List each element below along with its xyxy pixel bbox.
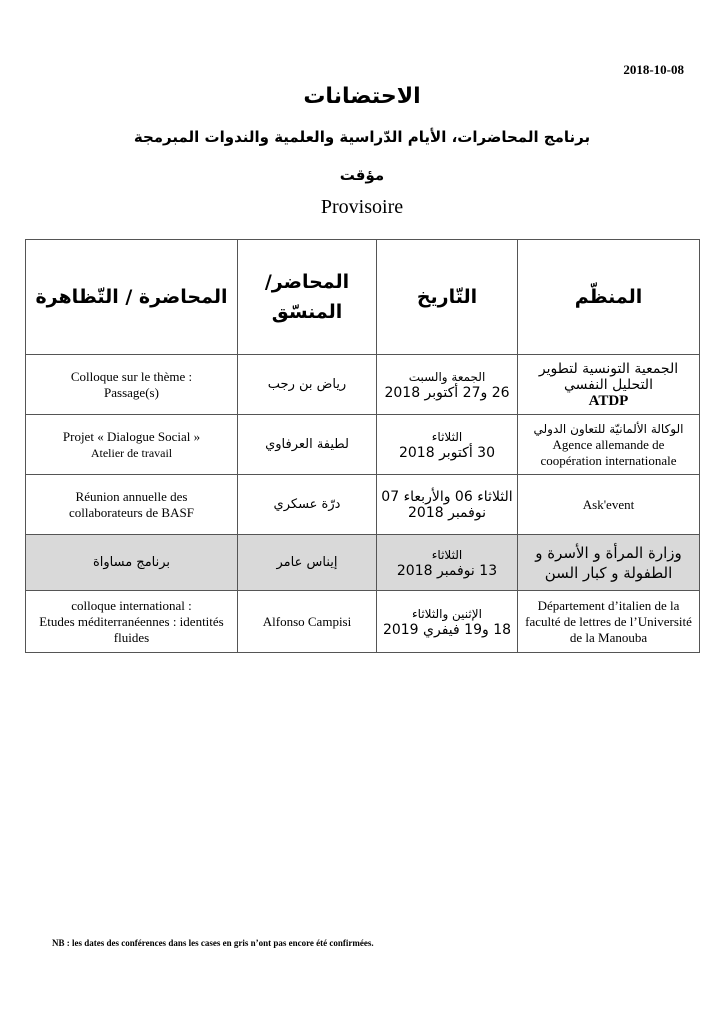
events-table [25, 239, 700, 653]
date-value: 30 أكتوبر 2018 [398, 444, 495, 461]
temporary-label: مؤقت [339, 166, 385, 184]
date-value: 18 و19 فيفري 2019 [382, 621, 512, 638]
organizer-name: الجمعية التونسية لتطوير التحليل النفسي [538, 360, 679, 393]
event-line: Passage(s) [104, 384, 159, 400]
date-value: نوفمبر 2018 [408, 504, 486, 521]
lecturer-cell: Alfonso Campisi [238, 591, 377, 653]
lecturer-cell: لطيفة العرفاوي [238, 415, 377, 475]
date-value: 26 و27 أكتوبر 2018 [384, 384, 510, 401]
organizer-extra: Agence allemande de coopération internationale [540, 436, 677, 468]
header-lecturer: المحاضر/ المنسّق [238, 240, 377, 355]
event-line: Etudes méditerranéennes : identités fluides [39, 613, 224, 645]
event-line: Atelier de travail [90, 445, 173, 460]
table-header-row [26, 240, 700, 355]
date-day: الثلاثاء 06 والأربعاء 07 [381, 488, 513, 505]
lecturer-cell: إيناس عامر [238, 535, 377, 591]
event-line: colloque international : [71, 597, 192, 613]
organizer-cell: Ask'event [518, 475, 700, 535]
lecturer-cell: درّة عسكري [238, 475, 377, 535]
organizer-name: الوكالة الألمانيّة للتعاون الدولي [533, 421, 684, 436]
event-cell [26, 591, 238, 653]
organizer-extra: ATDP [588, 392, 629, 409]
table-row [26, 415, 700, 475]
event-cell: برنامج مساواة [26, 535, 238, 591]
footnote: NB : les dates des conférences dans les cases en gris n’ont pas encore été confirmées. [52, 938, 374, 948]
event-line: Projet « Dialogue Social » [62, 428, 201, 444]
table-row [26, 535, 700, 591]
organizer-cell: وزارة المرأة و الأسرة و الطفولة و كبار السن [518, 535, 700, 591]
page-subtitle: برنامج المحاضرات، الأيام الدّراسية والعلمية والندوات المبرمجة [133, 128, 591, 146]
date-day: الثلاثاء [431, 547, 463, 562]
page-title: الاحتضانات [303, 84, 421, 109]
event-cell [26, 355, 238, 415]
date-cell [377, 415, 518, 475]
event-line: Réunion annuelle des [75, 488, 188, 504]
event-cell [26, 475, 238, 535]
date-cell [377, 591, 518, 653]
date-day: الجمعة والسبت [408, 369, 486, 384]
date-cell [377, 535, 518, 591]
organizer-cell [518, 355, 700, 415]
document-date: 2018-10-08 [623, 62, 684, 77]
event-cell [26, 415, 238, 475]
date-cell [377, 475, 518, 535]
organizer-cell [518, 415, 700, 475]
table-row [26, 475, 700, 535]
event-line: Colloque sur le thème : [70, 368, 193, 384]
table-row [26, 355, 700, 415]
date-day: الثلاثاء [431, 429, 463, 444]
event-line: collaborateurs de BASF [69, 504, 194, 520]
provisoire-label: Provisoire [320, 196, 404, 218]
table-row [26, 591, 700, 653]
date-value: 13 نوفمبر 2018 [396, 562, 498, 579]
organizer-cell: Département d’italien de la faculté de lettres de l’Université de la Manouba [518, 591, 700, 653]
lecturer-cell: رياض بن رجب [238, 355, 377, 415]
header-event: المحاضرة / التّظاهرة [26, 240, 238, 355]
date-day: الإثنين والثلاثاء [412, 606, 482, 621]
header-date: التّاريخ [377, 240, 518, 355]
date-cell [377, 355, 518, 415]
header-organizer: المنظّم [518, 240, 700, 355]
